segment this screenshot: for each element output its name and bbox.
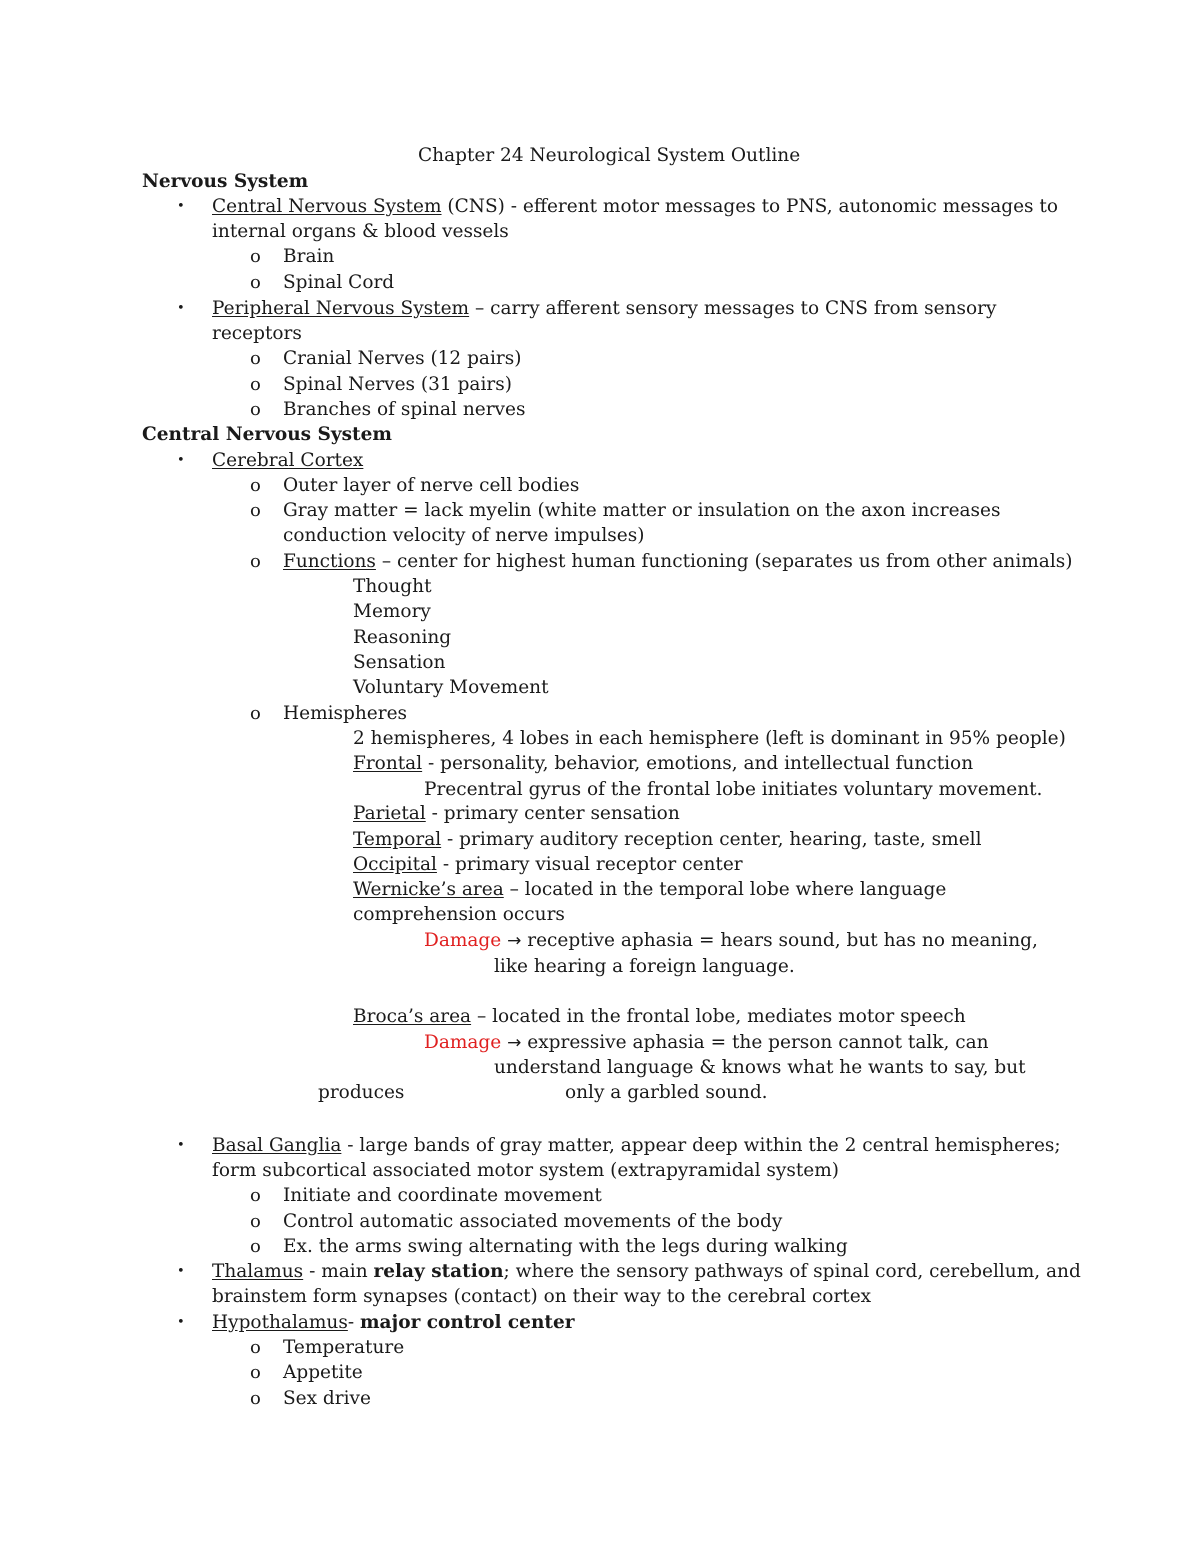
frontal-text: - personality, behavior, emotions, and intellectual function (422, 753, 974, 774)
occipital-text: - primary visual receptor center (436, 854, 743, 875)
sub-marker: o (250, 348, 261, 369)
functions-text: – center for highest human functioning (separates us from other animals) (375, 551, 1073, 572)
bullet-marker: • (177, 301, 185, 316)
functions-line (283, 549, 1072, 574)
list-item: Ex. the arms swing alternating with the legs during walking (283, 1236, 848, 1257)
list-item: Sex drive (283, 1388, 371, 1409)
list-item: Outer layer of nerve cell bodies (283, 475, 580, 496)
wernicke-damage-line (424, 928, 1038, 954)
list-item: Temperature (283, 1337, 405, 1358)
sub-marker: o (250, 1236, 261, 1257)
page-title: Chapter 24 Neurological System Outline (418, 145, 801, 166)
list-item: Gray matter = lack myelin (white matter or insulation on the axon increases (283, 500, 1001, 521)
parietal-label: Parietal (353, 803, 426, 824)
hemispheres-text: 2 hemispheres, 4 lobes in each hemisphere (left is dominant in 95% people) (353, 728, 1066, 749)
wernicke-line (353, 877, 946, 902)
wernicke-label: Wernicke’s area (353, 879, 504, 900)
hemispheres-label: Hemispheres (283, 703, 408, 724)
heading-central-nervous-system: Central Nervous System (142, 424, 392, 445)
hypothalamus-label: Hypothalamus (212, 1312, 348, 1333)
thalamus-line (212, 1259, 1081, 1284)
wernicke-text-cont: comprehension occurs (353, 904, 565, 925)
bullet-marker: • (177, 453, 185, 468)
sub-marker: o (250, 272, 261, 293)
list-item: Control automatic associated movements of the body (283, 1211, 783, 1232)
hypothalamus-bold: major control center (359, 1312, 575, 1333)
wernicke-damage-text: receptive aphasia = hears sound, but has no meaning, (521, 930, 1038, 951)
cns-label: Central Nervous System (212, 196, 442, 217)
pns-text: – carry afferent sensory messages to CNS from sensory (469, 298, 997, 319)
temporal-line (353, 827, 981, 852)
damage-label: Damage (424, 1032, 502, 1053)
list-item: Spinal Nerves (31 pairs) (283, 374, 512, 395)
sub-marker: o (250, 551, 261, 572)
sub-marker: o (250, 1211, 261, 1232)
broca-damage-cont: understand language & knows what he wants to say, but (494, 1057, 1026, 1078)
occipital-label: Occipital (353, 854, 437, 875)
hypothalamus-line (212, 1310, 574, 1335)
function-item: Sensation (353, 652, 446, 673)
basal-label: Basal Ganglia (212, 1135, 342, 1156)
bullet-marker: • (177, 1315, 185, 1330)
thalamus-bold: relay station (373, 1261, 504, 1282)
broca-damage-line (424, 1030, 989, 1056)
temporal-text: - primary auditory reception center, hearing, taste, smell (441, 829, 982, 850)
damage-label: Damage (424, 930, 502, 951)
broca-label: Broca’s area (353, 1006, 472, 1027)
basal-text-cont: form subcortical associated motor system (extrapyramidal system) (212, 1160, 839, 1181)
sub-marker: o (250, 374, 261, 395)
list-item: Appetite (283, 1362, 363, 1383)
broca-damage-text: expressive aphasia = the person cannot talk, can (521, 1032, 989, 1053)
function-item: Reasoning (353, 627, 452, 648)
pns-label: Peripheral Nervous System (212, 298, 470, 319)
broca-line (353, 1004, 966, 1029)
function-item: Memory (353, 601, 431, 622)
basal-text: - large bands of gray matter, appear deep within the 2 central hemispheres; (341, 1135, 1061, 1156)
list-item: Initiate and coordinate movement (283, 1185, 602, 1206)
thalamus-pre: - main (303, 1261, 374, 1282)
thalamus-text-cont: brainstem form synapses (contact) on their way to the cerebral cortex (212, 1286, 872, 1307)
arrow-icon: → (507, 1033, 522, 1053)
basal-line (212, 1133, 1061, 1158)
hypothalamus-dash: - (347, 1312, 360, 1333)
thalamus-label: Thalamus (212, 1261, 304, 1282)
function-item: Thought (353, 576, 432, 597)
functions-label: Functions (283, 551, 376, 572)
sub-marker: o (250, 399, 261, 420)
sub-marker: o (250, 1337, 261, 1358)
temporal-label: Temporal (353, 829, 442, 850)
parietal-line (353, 801, 680, 826)
sub-marker: o (250, 1185, 261, 1206)
wernicke-text: – located in the temporal lobe where language (503, 879, 947, 900)
sub-marker: o (250, 703, 261, 724)
cns-text-cont: internal organs & blood vessels (212, 221, 509, 242)
cns-text: (CNS) - efferent motor messages to PNS, autonomic messages to (441, 196, 1058, 217)
list-item-cont: conduction velocity of nerve impulses) (283, 525, 645, 546)
list-item: Spinal Cord (283, 272, 395, 293)
bullet-marker: • (177, 199, 185, 214)
thalamus-post: ; where the sensory pathways of spinal cord, cerebellum, and (503, 1261, 1081, 1282)
broca-damage-end: only a garbled sound. (565, 1082, 768, 1103)
heading-nervous-system: Nervous System (142, 171, 309, 192)
pns-line (212, 296, 996, 321)
list-item: Branches of spinal nerves (283, 399, 526, 420)
sub-marker: o (250, 475, 261, 496)
wernicke-damage-cont: like hearing a foreign language. (494, 956, 795, 977)
broca-damage-produces: produces (318, 1082, 405, 1103)
list-item: Brain (283, 246, 335, 267)
function-item: Voluntary Movement (353, 677, 549, 698)
parietal-text: - primary center sensation (425, 803, 680, 824)
cns-line (212, 194, 1058, 219)
frontal-label: Frontal (353, 753, 423, 774)
arrow-icon: → (507, 931, 522, 951)
frontal-line (353, 751, 973, 776)
broca-text: – located in the frontal lobe, mediates motor speech (471, 1006, 966, 1027)
pns-text-cont: receptors (212, 323, 302, 344)
sub-marker: o (250, 246, 261, 267)
cortex-label: Cerebral Cortex (212, 450, 364, 471)
sub-marker: o (250, 1362, 261, 1383)
sub-marker: o (250, 500, 261, 521)
occipital-line (353, 852, 743, 877)
sub-marker: o (250, 1388, 261, 1409)
bullet-marker: • (177, 1264, 185, 1279)
list-item: Cranial Nerves (12 pairs) (283, 348, 522, 369)
precentral-text: Precentral gyrus of the frontal lobe initiates voluntary movement. (424, 779, 1043, 800)
bullet-marker: • (177, 1138, 185, 1153)
